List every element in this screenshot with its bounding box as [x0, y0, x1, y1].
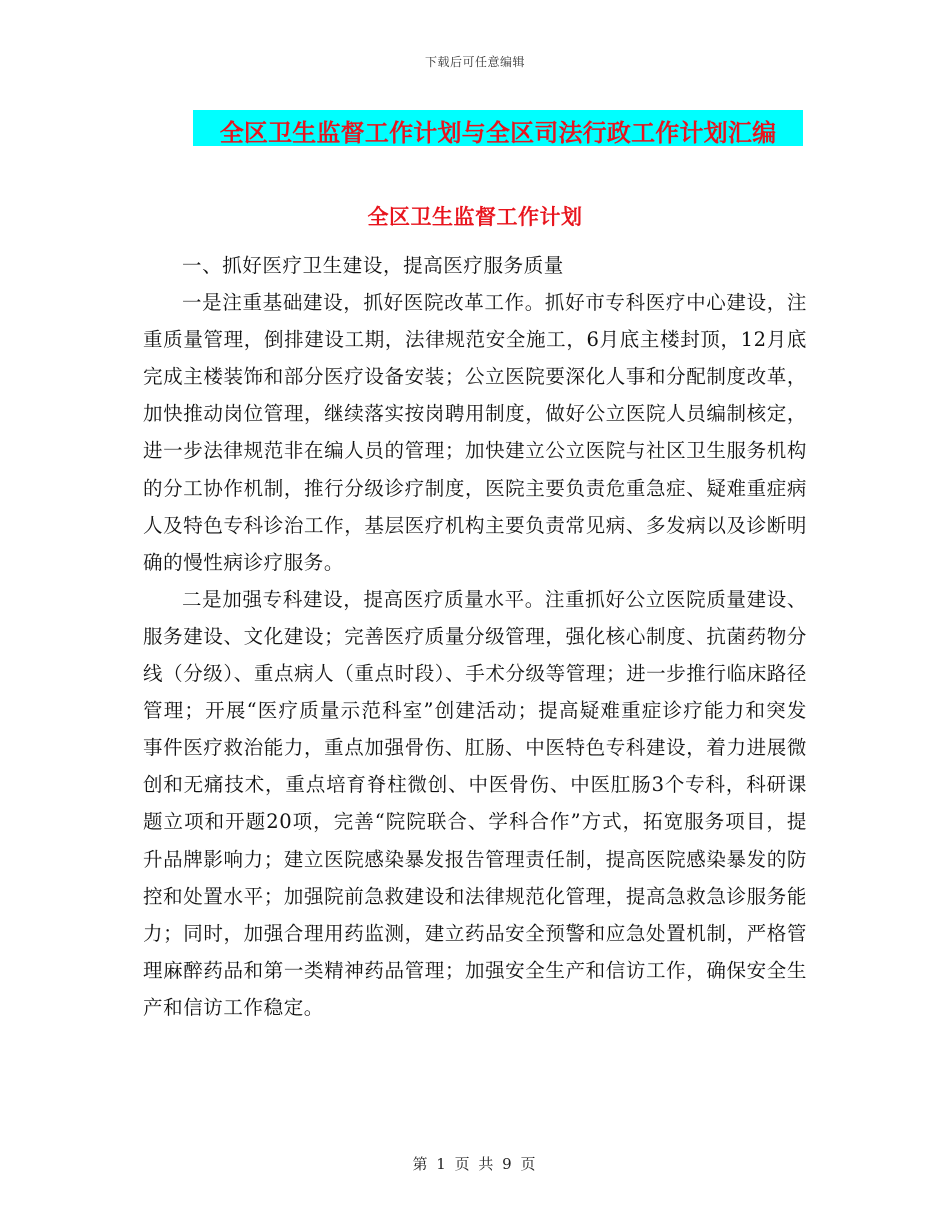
- page-number: 第 1 页 共 9 页: [412, 1155, 538, 1173]
- main-title: 全区卫生监督工作计划与全区司法行政工作计划汇编: [219, 118, 777, 147]
- paragraph: 二是加强专科建设，提高医疗质量水平。注重抓好公立医院质量建设、服务建设、文化建设；完善医疗质量分级管理，强化核心制度、抗菌药物分线（分级）、重点病人（重点时段）、手术分级等管理；进一步推行临床路径管理；开展“医疗质量示范科室”创建活动；提高疑难重症诊疗能力和突发事件医疗救治能力，重点加强骨伤、肛肠、中医特色专科建设，着力进展微创和无痛技术，重点培育脊柱微创、中医骨伤、中医肛肠3个专科，科研课题立项和开题20项，完善“院院联合、学科合作”方式，拓宽服务项目，提升品牌影响力；建立医院感染暴发报告管理责任制，提高医院感染暴发的防控和处置水平；加强院前急救建设和法律规范化管理，提高急救急诊服务能力；同时，加强合理用药监测，建立药品安全预警和应急处置机制，严格管理麻醉药品和第一类精神药品管理；加强安全生产和信访工作，确保安全生产和信访工作稳定。: [143, 587, 807, 1019]
- paragraph-heading: 一、抓好医疗卫生建设，提高医疗服务质量: [182, 254, 564, 277]
- section-title: 全区卫生监督工作计划: [367, 204, 583, 229]
- paragraph: 一是注重基础建设，抓好医院改革工作。抓好市专科医疗中心建设，注重质量管理，倒排建设工期，法律规范安全施工，6月底主楼封顶，12月底完成主楼装饰和部分医疗设备安装；公立医院要深化人事和分配制度改革，加快推动岗位管理，继续落实按岗聘用制度，做好公立医院人员编制核定，进一步法律规范非在编人员的管理；加快建立公立医院与社区卫生服务机构的分工协作机制，推行分级诊疗制度，医院主要负责危重急症、疑难重症病人及特色专科诊治工作，基层医疗机构主要负责常见病、多发病以及诊断明确的慢性病诊疗服务。: [143, 291, 807, 574]
- body-text: [143, 247, 807, 1026]
- header-note: 下载后可任意编辑: [424, 55, 525, 69]
